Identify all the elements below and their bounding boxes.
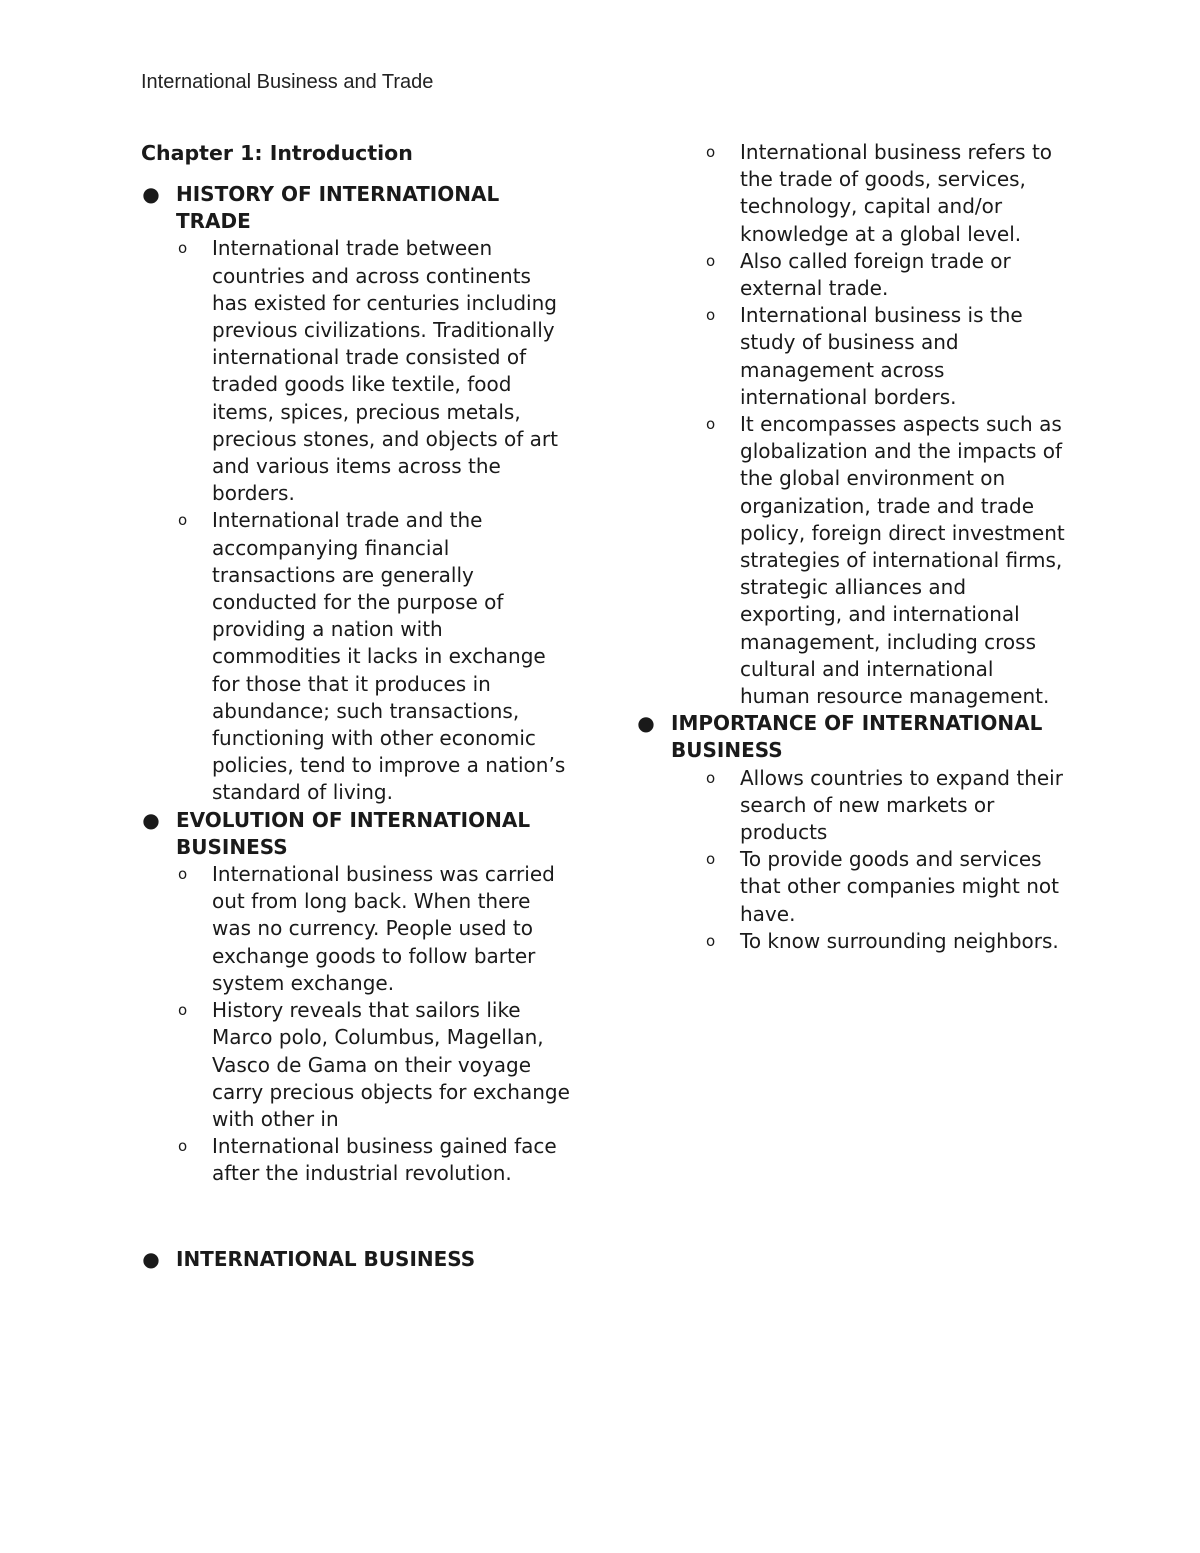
bullet-icon: ● [637, 711, 655, 736]
bullet-icon: ● [142, 1246, 160, 1271]
circle-bullet-icon: o [706, 143, 716, 161]
list-item [141, 997, 571, 1133]
list-item-text: International business is the study of business and management across international borders. [740, 303, 1023, 409]
list-item-text: International business was carried out from long back. When there was no currency. People used to exchange goods to follow barter system exchange. [212, 862, 555, 995]
intl-business-list [636, 139, 1066, 710]
circle-bullet-icon: o [706, 768, 716, 787]
section-intl-business [141, 1246, 571, 1273]
circle-bullet-icon: o [178, 511, 188, 530]
list-item [636, 765, 1066, 847]
list-item-text: To provide goods and services that other companies might not have. [740, 847, 1059, 926]
circle-bullet-icon: o [706, 931, 716, 950]
section-title-evolution: EVOLUTION OF INTERNATIONAL BUSINESS [176, 807, 531, 859]
spacer [141, 1188, 571, 1246]
section-title-history: HISTORY OF INTERNATIONAL TRADE [176, 182, 500, 234]
page-header: International Business and Trade [141, 71, 434, 93]
list-item [636, 411, 1066, 710]
importance-list [636, 765, 1066, 955]
circle-bullet-icon: o [178, 239, 188, 258]
list-item-text: International trade and the accompanying financial transactions are generally conducted for the purpose of providing a nation with commodities it lacks in exchange for those that it produces in abundance; such transactions, functioning with other economic policies, tend to improve a nation’s standard of living. [212, 508, 566, 805]
circle-bullet-icon: o [178, 1137, 188, 1156]
left-column [141, 139, 571, 1273]
list-item-text: Also called foreign trade or external trade. [740, 248, 1011, 301]
list-item [636, 928, 1066, 955]
section-title-intl-business: INTERNATIONAL BUSINESS [176, 1246, 476, 1271]
section-importance [636, 710, 1066, 764]
bullet-icon: ● [142, 807, 160, 832]
section-title-importance: IMPORTANCE OF INTERNATIONAL BUSINESS [671, 711, 1043, 763]
list-item [636, 248, 1066, 302]
circle-bullet-icon: o [706, 415, 716, 434]
list-item [636, 846, 1066, 928]
list-item-text: International business refers to the trade of goods, services, technology, capital and/or knowledge at a global level. [740, 140, 1053, 246]
list-item-text: To know surrounding neighbors. [740, 928, 1059, 953]
section-evolution [141, 807, 571, 861]
circle-bullet-icon: o [706, 850, 716, 869]
history-list [141, 235, 571, 806]
circle-bullet-icon: o [178, 1001, 188, 1020]
list-item [636, 302, 1066, 411]
list-item-text: It encompasses aspects such as globalization and the impacts of the global environment on organization, trade and trade policy, foreign direct investment strategies of international firms, strategic alliances and exporting, and international management, including cross cultural and international human resource management. [740, 412, 1065, 709]
list-item [141, 235, 571, 507]
bullet-icon: ● [142, 182, 160, 206]
circle-bullet-icon: o [706, 251, 716, 270]
chapter-title: Chapter 1: Introduction [141, 141, 413, 165]
evolution-list [141, 861, 571, 1187]
list-item-text: International trade between countries and across continents has existed for centuries including previous civilizations. Traditionally international trade consisted of traded goods like textile, food items, spices, precious metals, precious stones, and objects of art and various items across the borders. [212, 236, 558, 506]
list-item [636, 139, 1066, 248]
list-item-text: Allows countries to expand their search of new markets or products [740, 765, 1063, 845]
list-item-text: History reveals that sailors like Marco polo, Columbus, Magellan, Vasco de Gama on their voyage carry precious objects for exchange with other in [212, 998, 570, 1131]
section-history [141, 181, 571, 235]
list-item [141, 507, 571, 806]
circle-bullet-icon: o [178, 865, 188, 884]
list-item [141, 861, 571, 997]
list-item [141, 1133, 571, 1187]
right-column [636, 139, 1066, 955]
list-item-text: International business gained face after the industrial revolution. [212, 1134, 557, 1186]
circle-bullet-icon: o [706, 306, 716, 325]
